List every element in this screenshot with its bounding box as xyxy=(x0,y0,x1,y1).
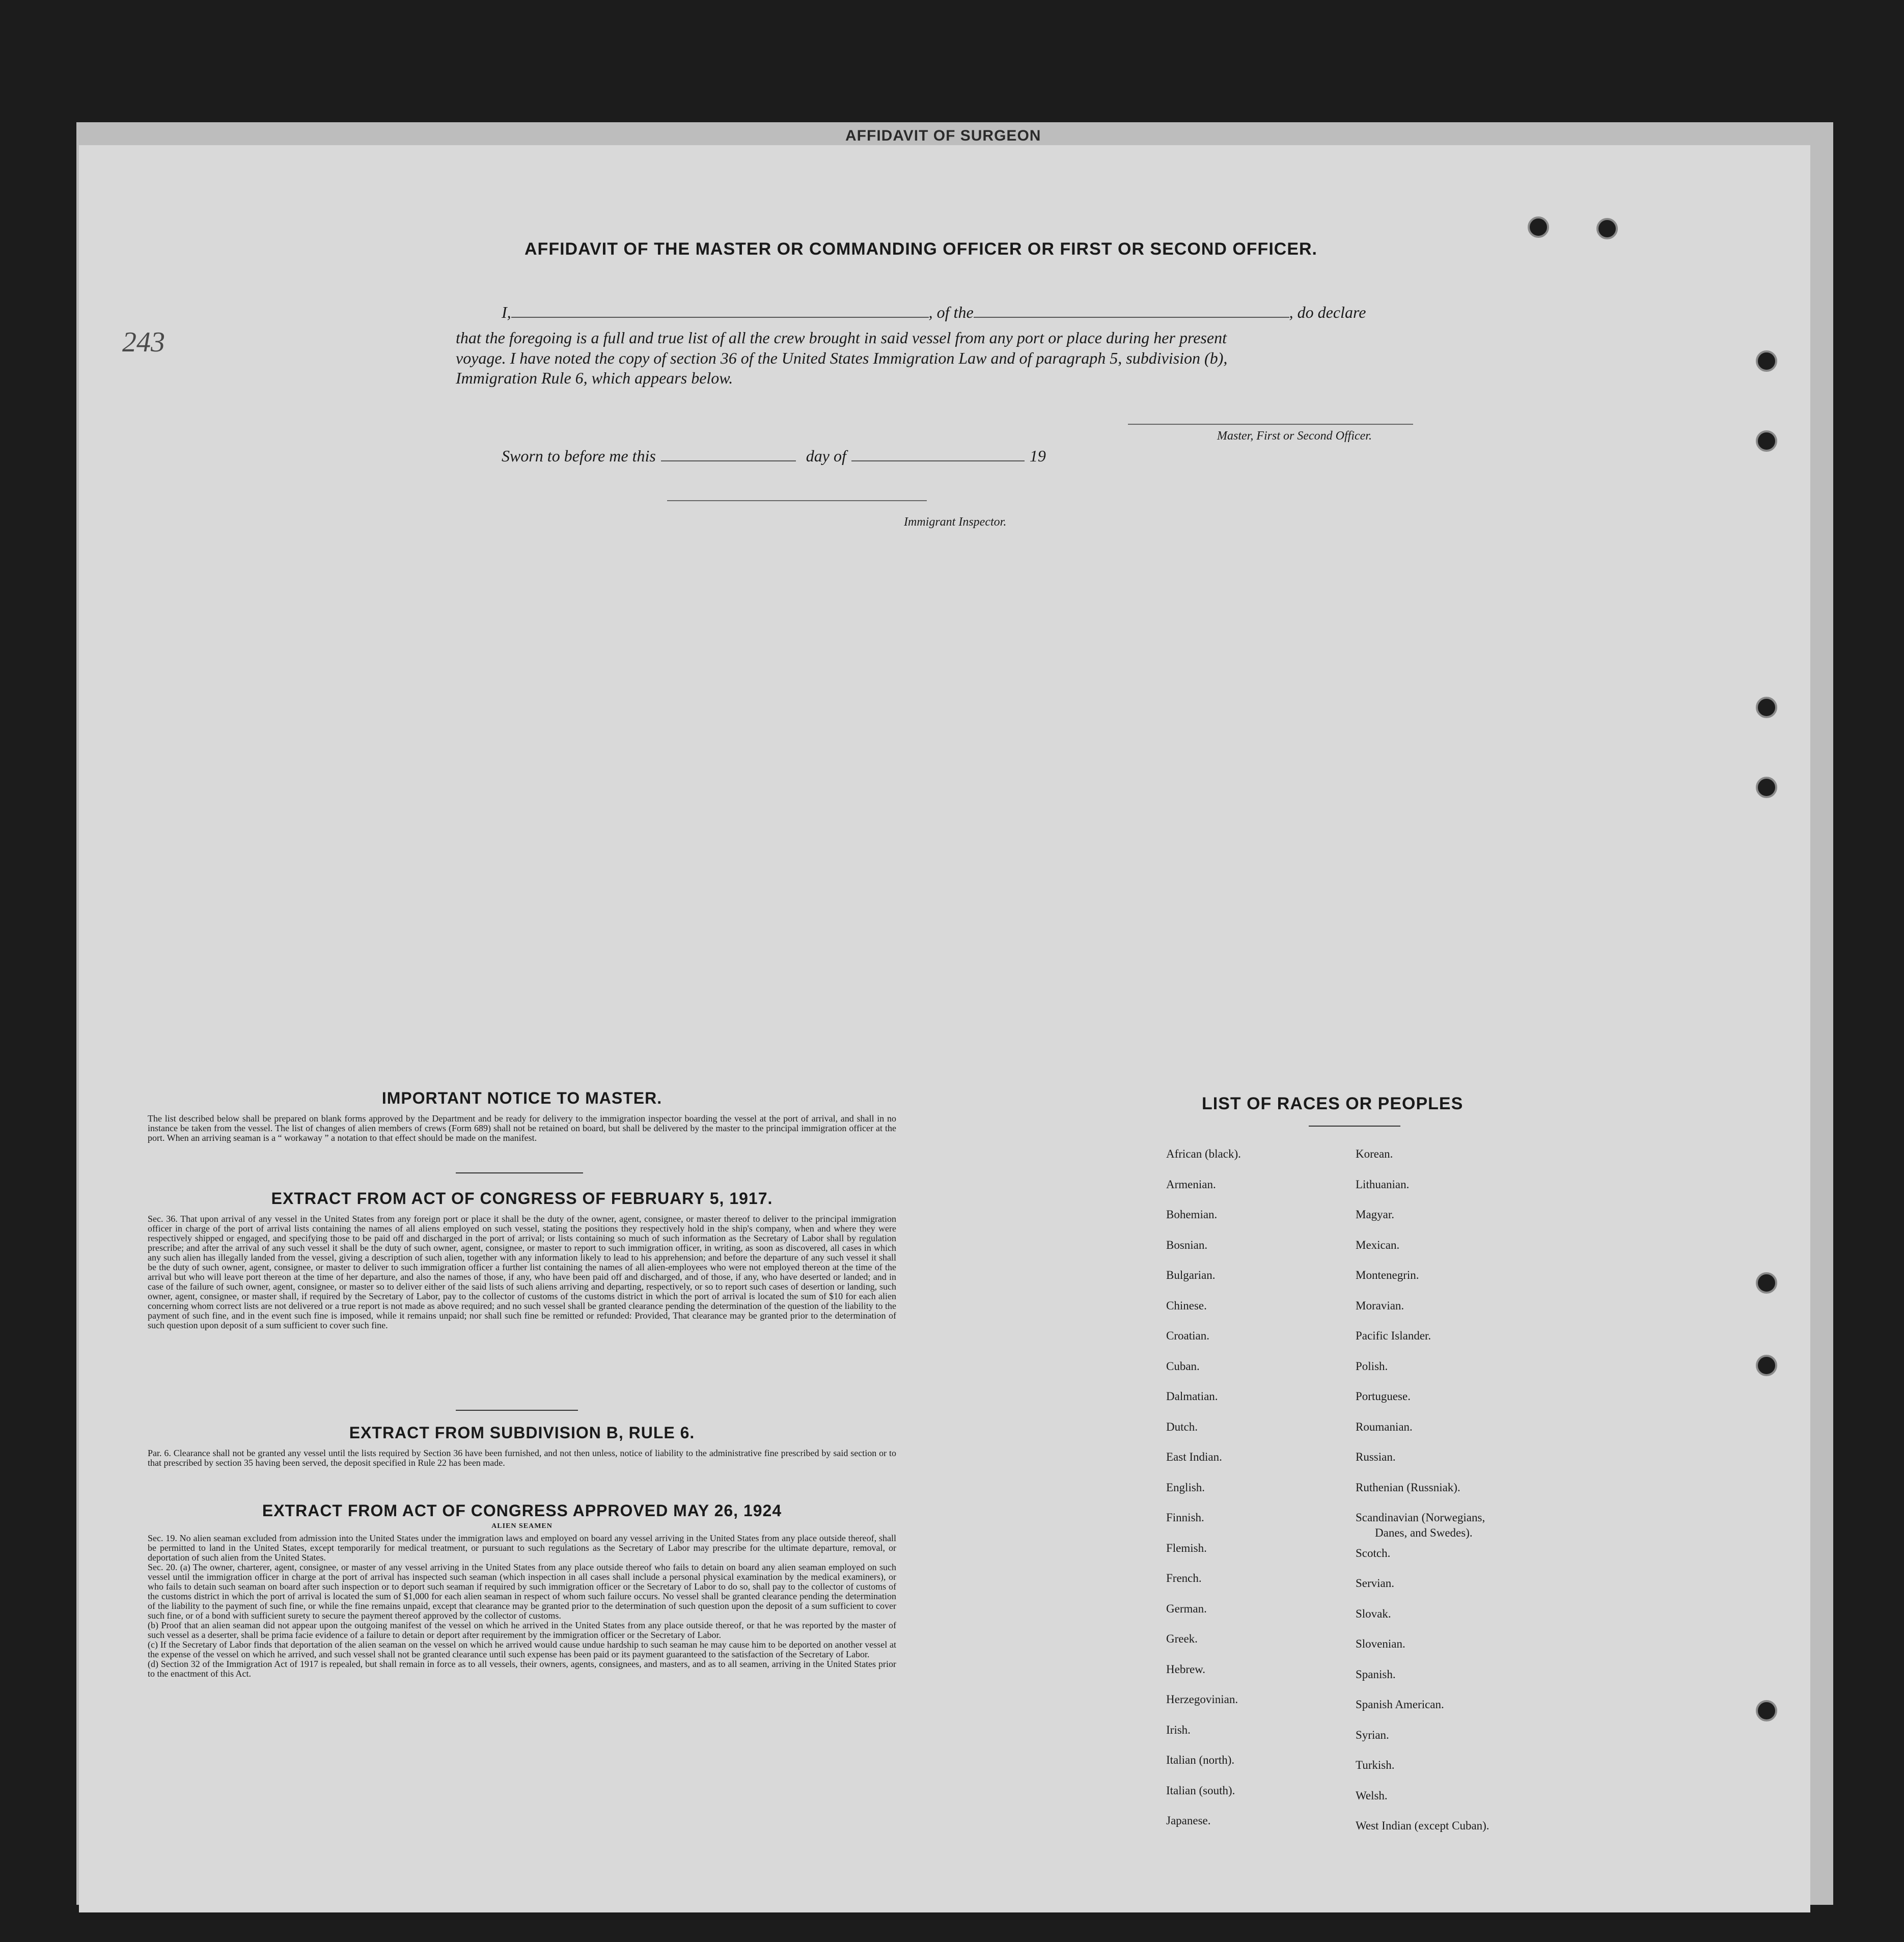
race-item: Turkish. xyxy=(1356,1759,1395,1771)
extract-1924 xyxy=(148,1501,896,1679)
races-title: LIST OF RACES OR PEOPLES xyxy=(1202,1094,1464,1113)
race-item: Servian. xyxy=(1356,1577,1395,1590)
race-item: Slovenian. xyxy=(1356,1637,1405,1650)
race-item: Moravian. xyxy=(1356,1299,1404,1312)
punch-hole-icon xyxy=(1756,350,1777,372)
race-item: Syrian. xyxy=(1356,1728,1389,1741)
race-item: Greek. xyxy=(1166,1632,1198,1645)
year-label: 19 xyxy=(1029,447,1046,465)
handwritten-page-number: 243 xyxy=(122,326,165,358)
race-item: Magyar. xyxy=(1356,1208,1395,1221)
sec20d-text: (d) Section 32 of the Immigration Act of 1917 is repealed, but shall remain in force as to all vessels, their owners, agents, consignees, and masters, and as to all seamen, arriving in the United States prior to the enactment of this Act. xyxy=(148,1659,896,1679)
race-item: Welsh. xyxy=(1356,1789,1388,1802)
punch-hole-icon xyxy=(1756,1700,1777,1721)
race-item: African (black). xyxy=(1166,1147,1241,1160)
section-divider xyxy=(456,1410,578,1411)
extract-1917-title: EXTRACT FROM ACT OF CONGRESS OF FEBRUARY 5, 1917. xyxy=(271,1189,773,1208)
affidavit-text-line: Immigration Rule 6, which appears below. xyxy=(456,369,733,387)
race-item: Danes, and Swedes). xyxy=(1375,1526,1473,1539)
race-item: Bosnian. xyxy=(1166,1238,1208,1251)
race-item: Scotch. xyxy=(1356,1546,1391,1560)
race-item: Montenegrin. xyxy=(1356,1269,1419,1281)
extract-1917 xyxy=(148,1189,896,1330)
race-item: Hebrew. xyxy=(1166,1662,1206,1676)
subdivision-b xyxy=(148,1424,896,1468)
race-item: Spanish American. xyxy=(1356,1698,1444,1711)
sec20c-text: (c) If the Secretary of Labor finds that deportation of the alien seaman on the vessel on which he arrived would cause undue hardship to such seaman he may cause him to be deported on another vessel at the expense of the vessel on which he arrived, and such vessel shall not be granted clearance until such expense has been paid or its payment guaranteed to the satisfaction of the Secretary of Labor. xyxy=(148,1639,896,1659)
punch-hole-icon xyxy=(1756,697,1777,718)
race-item: English. xyxy=(1166,1481,1205,1494)
sworn-day-blank xyxy=(661,460,796,461)
race-item: Dutch. xyxy=(1166,1420,1198,1433)
punch-hole-icon xyxy=(1756,430,1777,452)
vessel-name-blank xyxy=(974,316,1289,318)
notice-text: The list described below shall be prepared on blank forms approved by the Department and be ready for delivery to the immigration inspector boarding the vessel at the port of arrival, and shall in no instance be taken from the vessel. The list of changes of alien members of crews (Form 689) shall not be retained on board, but shall be delivered by the master to the principal immigration officer at the port. When an arriving seaman is a “ workaway ” a notation to that effect should be made on the manifest. xyxy=(148,1113,896,1143)
surgeon-affidavit-header: AFFIDAVIT OF SURGEON xyxy=(845,127,1041,144)
race-item: Irish. xyxy=(1166,1723,1191,1736)
race-item: Italian (north). xyxy=(1166,1754,1235,1766)
punch-hole-icon xyxy=(1596,218,1618,239)
race-item: East Indian. xyxy=(1166,1451,1222,1463)
sec20a-text: Sec. 20. (a) The owner, charterer, agent, consignee, or master of any vessel arriving in the United States from any place outside thereof who fails to detain on board any alien seaman employed on such vessel until the immigration officer in charge at the port of arrival has inspected such seaman (which inspection in all cases shall include a personal physical examination by the medical examiners), or who fails to detain such seaman on board after such inspection or to deport such seaman if required by such immigration officer or the Secretary of Labor to do so, shall pay to the collector of customs of the customs district in which the port of arrival is located the sum of $1,000 for each alien seaman in respect of whom such failure occurs. No vessel shall be granted clearance pending the determination of the liability to the payment of such fine, or while the fine remains unpaid, except that clearance may be granted prior to the determination of such question upon the deposit of a sum sufficient to cover such fine, or of a bond with sufficient surety to secure the payment thereof approved by the collector of customs. xyxy=(148,1562,896,1621)
affidavit-text-line: that the foregoing is a full and true list of all the crew brought in said vessel from any port or place during her present xyxy=(456,329,1227,347)
race-item: Finnish. xyxy=(1166,1511,1204,1524)
sworn-label: Sworn to before me this xyxy=(502,447,656,465)
race-item: Slovak. xyxy=(1356,1607,1391,1620)
inspector-caption: Immigrant Inspector. xyxy=(904,515,1007,529)
important-notice xyxy=(148,1089,896,1143)
extract-1924-title: EXTRACT FROM ACT OF CONGRESS APPROVED MAY 26, 1924 xyxy=(262,1501,782,1520)
race-item: Cuban. xyxy=(1166,1359,1200,1373)
affidavit-title: AFFIDAVIT OF THE MASTER OR COMMANDING OFFICER OR FIRST OR SECOND OFFICER. xyxy=(525,239,1317,259)
race-item: Croatian. xyxy=(1166,1329,1209,1342)
race-item: Herzegovinian. xyxy=(1166,1693,1238,1706)
notice-title: IMPORTANT NOTICE TO MASTER. xyxy=(381,1089,663,1107)
race-item: Ruthenian (Russniak). xyxy=(1356,1481,1460,1494)
day-of-label: day of xyxy=(806,447,846,465)
race-item: Dalmatian. xyxy=(1166,1390,1218,1403)
punch-hole-icon xyxy=(1756,1355,1777,1376)
sec19-text: Sec. 19. No alien seaman excluded from admission into the United States under the immigration laws and employed on board any vessel arriving in the United States from any place outside thereof, shall be permitted to land in the United States, except temporarily for medical treatment, or pursuant to such regulations as the Secretary of Labor may prescribe for the ultimate departure, removal, or deportation of such alien from the United States. xyxy=(148,1533,896,1563)
declarant-label: I, xyxy=(502,303,511,321)
sworn-month-blank xyxy=(851,460,1025,461)
race-item: Pacific Islander. xyxy=(1356,1329,1431,1342)
race-item: Bohemian. xyxy=(1166,1208,1218,1221)
punch-hole-icon xyxy=(1756,1272,1777,1294)
sec20b-text: (b) Proof that an alien seaman did not appear upon the outgoing manifest of the vessel on which he arrived in the United States from any place outside thereof, or that he was reported by the master of such vessel as a deserter, shall be prima facie evidence of a failure to detain or deport after requirement by the immigration officer or the Secretary of Labor. xyxy=(148,1620,896,1640)
race-item: French. xyxy=(1166,1572,1202,1584)
punch-hole-icon xyxy=(1756,777,1777,798)
master-signature-line xyxy=(1128,424,1413,425)
sworn-line xyxy=(502,447,1046,466)
subdivision-b-title: EXTRACT FROM SUBDIVISION B, RULE 6. xyxy=(349,1424,695,1442)
race-item: Bulgarian. xyxy=(1166,1269,1216,1281)
race-item: Scandinavian (Norwegians, xyxy=(1356,1511,1485,1524)
extract-1917-text: Sec. 36. That upon arrival of any vessel in the United States from any foreign port or place it shall be the duty of the owner, agent, consignee, or master thereof to deliver to the principal immigration officer in charge of the port of arrival lists containing the names of all aliens employed on such vessel, stating the positions they respectively hold in the ship's company, when and where they were respectively shipped or engaged, and specifying those to be paid off and discharged in the port of arrival; or lists containing so much of such information as the Secretary of Labor shall by regulation prescribe; and after the arrival of any such vessel it shall be the duty of such owner, agent, consignee, or master to report to such immigration officer, in writing, as soon as discovered, all cases in which any such alien has illegally landed from the vessel, giving a description of such alien, together with any information likely to lead to his apprehension; and before the departure of any such vessel it shall be the duty of such owner, agent, consignee, or master to deliver to such immigration officer a further list containing the names of all alien-employees who were not employed thereon at the time of the arrival but who will leave port thereon at the time of her departure, and also the names of those, if any, who have been paid off and discharged, and of those, if any, who have deserted or landed; and in case of the failure of such owner, agent, consignee, or master so to deliver either of the said lists of such aliens arriving and departing, respectively, or so to report such cases of desertion or landing, such owner, agent, consignee, or master shall, if required by the Secretary of Labor, pay to the collector of customs of the customs district in which the port of arrival is located the sum of $10 for each alien concerning whom correct lists are not delivered or a true report is not made as above required; and no such vessel shall be granted clearance pending the determination of the question of the liability to the payment of such fine, and in the event such fine is imposed, while it remains unpaid; nor shall such fine be remitted or refunded: Provided, That clearance may be granted prior to the determination of such question upon deposit of a sum sufficient to cover such fine. xyxy=(148,1214,896,1330)
race-item: German. xyxy=(1166,1602,1207,1615)
race-item: Polish. xyxy=(1356,1359,1388,1373)
race-item: Portuguese. xyxy=(1356,1390,1411,1403)
section-divider xyxy=(456,1172,583,1173)
race-item: Italian (south). xyxy=(1166,1784,1235,1797)
declarant-name-blank xyxy=(511,316,929,318)
punch-hole-icon xyxy=(1528,216,1549,238)
extract-1924-subtitle: ALIEN SEAMEN xyxy=(491,1522,553,1530)
races-title-underline xyxy=(1309,1126,1400,1127)
race-item: Flemish. xyxy=(1166,1541,1207,1554)
race-item: West Indian (except Cuban). xyxy=(1356,1819,1489,1832)
race-item: Armenian. xyxy=(1166,1178,1216,1191)
race-item: Spanish. xyxy=(1356,1667,1396,1681)
affidavit-text-line: voyage. I have noted the copy of section 36 of the United States Immigration Law and of paragraph 5, subdivision (b), xyxy=(456,349,1228,367)
inspector-signature-line xyxy=(667,500,927,501)
race-item: Lithuanian. xyxy=(1356,1178,1410,1191)
race-item: Korean. xyxy=(1356,1147,1393,1160)
race-item: Chinese. xyxy=(1166,1299,1207,1312)
of-the-label: , of the xyxy=(928,303,974,321)
affidavit-declaration-line xyxy=(502,303,1366,322)
race-item: Roumanian. xyxy=(1356,1420,1413,1433)
do-declare-label: , do declare xyxy=(1289,303,1366,321)
race-item: Japanese. xyxy=(1166,1814,1211,1827)
race-item: Russian. xyxy=(1356,1451,1396,1463)
subdivision-b-text: Par. 6. Clearance shall not be granted any vessel until the lists required by Section 36 have been furnished, and not then unless, notice of liability to the administrative fine prescribed by said section or to that prescribed by section 35 having been served, the deposit specified in Rule 22 has been made. xyxy=(148,1448,896,1468)
master-caption: Master, First or Second Officer. xyxy=(1217,429,1372,443)
race-item: Mexican. xyxy=(1356,1238,1400,1251)
